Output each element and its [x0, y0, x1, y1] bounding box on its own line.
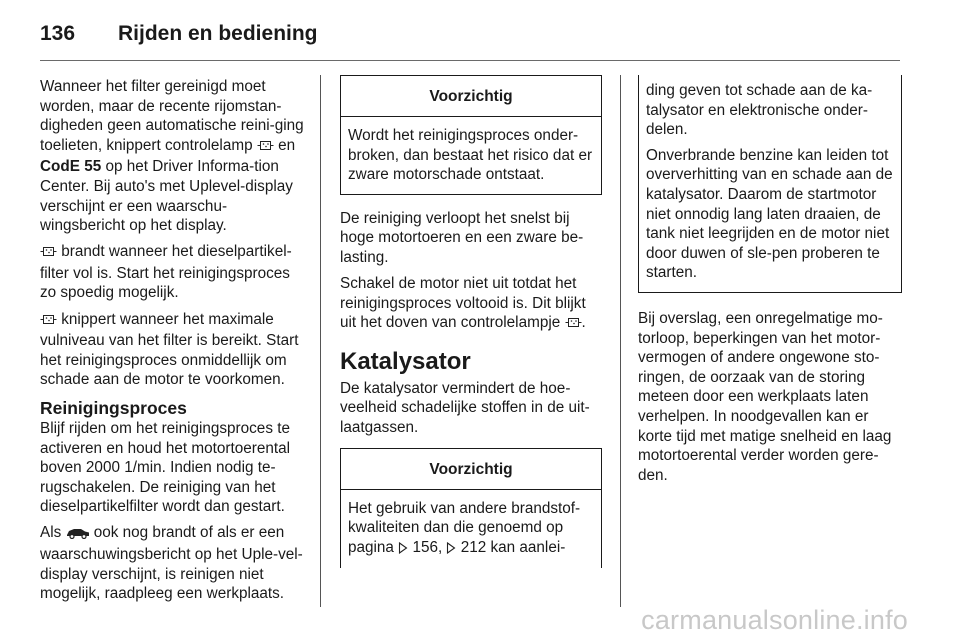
- page-header: [40, 22, 318, 52]
- dpf-lamp-icon: [40, 244, 57, 264]
- paragraph: [40, 310, 306, 390]
- watermark: carmanualsonline.info: [641, 605, 908, 635]
- code-label: CodE 55: [40, 158, 102, 176]
- paragraph: [40, 523, 306, 603]
- text: en: [273, 136, 296, 154]
- page-link[interactable]: 156: [412, 538, 438, 556]
- caution-title: Voorzichtig: [341, 449, 601, 490]
- text: Het gebruik van andere brandstof-kwaliteiten dan die genoemd op pagina: [348, 499, 581, 556]
- column-divider: [620, 75, 621, 607]
- text: knippert wanneer het maximale vulniveau van het filter is bereikt. Start het reinigingsproces onmiddellijk om schade aan de motor te voorkomen.: [40, 310, 299, 389]
- paragraph: [40, 77, 306, 236]
- paragraph: Blijf rijden om het reinigingsproces te activeren en houd het motortoerental boven 2000 1/min. Indien nodig te-rugschakelen. De reiniging van het dieselpartikelfilter wordt dan gestart.: [40, 419, 291, 516]
- caution-text: ding geven tot schade aan de ka-talysator en elektronische onder-delen.: [646, 82, 873, 139]
- caution-text: Onverbrande benzine kan leiden tot oververhitting van en schade aan de katalysator. Daarom de startmotor niet onnodig lang laten draaien, de tank niet leegrijden en de motor niet door duwen of sle-pen proberen te starten.: [646, 146, 893, 282]
- caution-box: [340, 75, 602, 195]
- text: .: [581, 314, 586, 332]
- dpf-lamp-icon: [257, 138, 274, 158]
- column-1: [40, 77, 306, 610]
- column-2: [340, 77, 602, 568]
- page-link[interactable]: 212: [460, 538, 487, 556]
- text: ook nog brandt of als er een waarschuwingsbericht op het Uple-vel-display verschijnt, is reinigen niet mogelijk, raadpleeg een werkplaats.: [40, 524, 303, 603]
- text: brandt wanneer het dieselpartikel-filter vol is. Start het reinigingsproces zo spoedig mogelijk.: [40, 243, 292, 302]
- page-reference-icon[interactable]: [398, 540, 408, 560]
- paragraph: [340, 274, 602, 335]
- caution-box-continued: [638, 75, 902, 293]
- caution-title: Voorzichtig: [341, 76, 601, 117]
- paragraph: De katalysator vermindert de hoe-veelheid schadelijke stoffen in de uit-laatgassen.: [340, 379, 590, 437]
- text: kan aanlei-: [486, 538, 566, 556]
- caution-text: [341, 490, 601, 569]
- column-3: [638, 77, 902, 492]
- paragraph: Bij overslag, een onregelmatige mo-torloop, beperkingen van het motor-vermogen of andere ongewone sto-ringen, de oorzaak van de storing meteen door een werkplaats laten verhelpen. In noodgevallen kan er korte tijd met matige snelheid en laag motortoerental verder worden gere-den.: [638, 309, 892, 484]
- text: Wanneer het filter gereinigd moet worden, maar de recente rijomstan-digheden geen automatische reini-ging toelieten, knippert controlelamp: [40, 78, 304, 154]
- dpf-lamp-icon: [40, 312, 57, 332]
- caution-text: Wordt het reinigingsproces onder-broken, dan bestaat het risico dat er zware motorschade ontstaat.: [348, 127, 593, 184]
- engine-lamp-icon: [66, 525, 90, 545]
- page-reference-icon[interactable]: [446, 540, 456, 560]
- text: ,: [437, 538, 447, 556]
- subheading: Reinigingsproces: [40, 397, 187, 418]
- column-divider: [320, 75, 321, 607]
- text: op het Driver Informa-tion Center. Bij auto's met Uplevel-display verschijnt er een waarschu-wingsbericht op het display.: [40, 158, 293, 235]
- page-number: 136: [40, 22, 76, 45]
- section-heading: Katalysator: [340, 347, 471, 375]
- text: Als: [40, 524, 66, 542]
- text: Schakel de motor niet uit totdat het reinigingsproces voltooid is. Dit blijkt uit het doven van controlelampje: [340, 275, 586, 332]
- header-rule: [40, 60, 900, 61]
- caution-box: [340, 448, 602, 569]
- paragraph: De reiniging verloopt het snelst bij hoge motortoeren en een zware be-lasting.: [340, 209, 584, 266]
- paragraph: [40, 242, 306, 303]
- chapter-title: Rijden en bediening: [118, 22, 318, 45]
- dpf-lamp-icon: [565, 315, 582, 335]
